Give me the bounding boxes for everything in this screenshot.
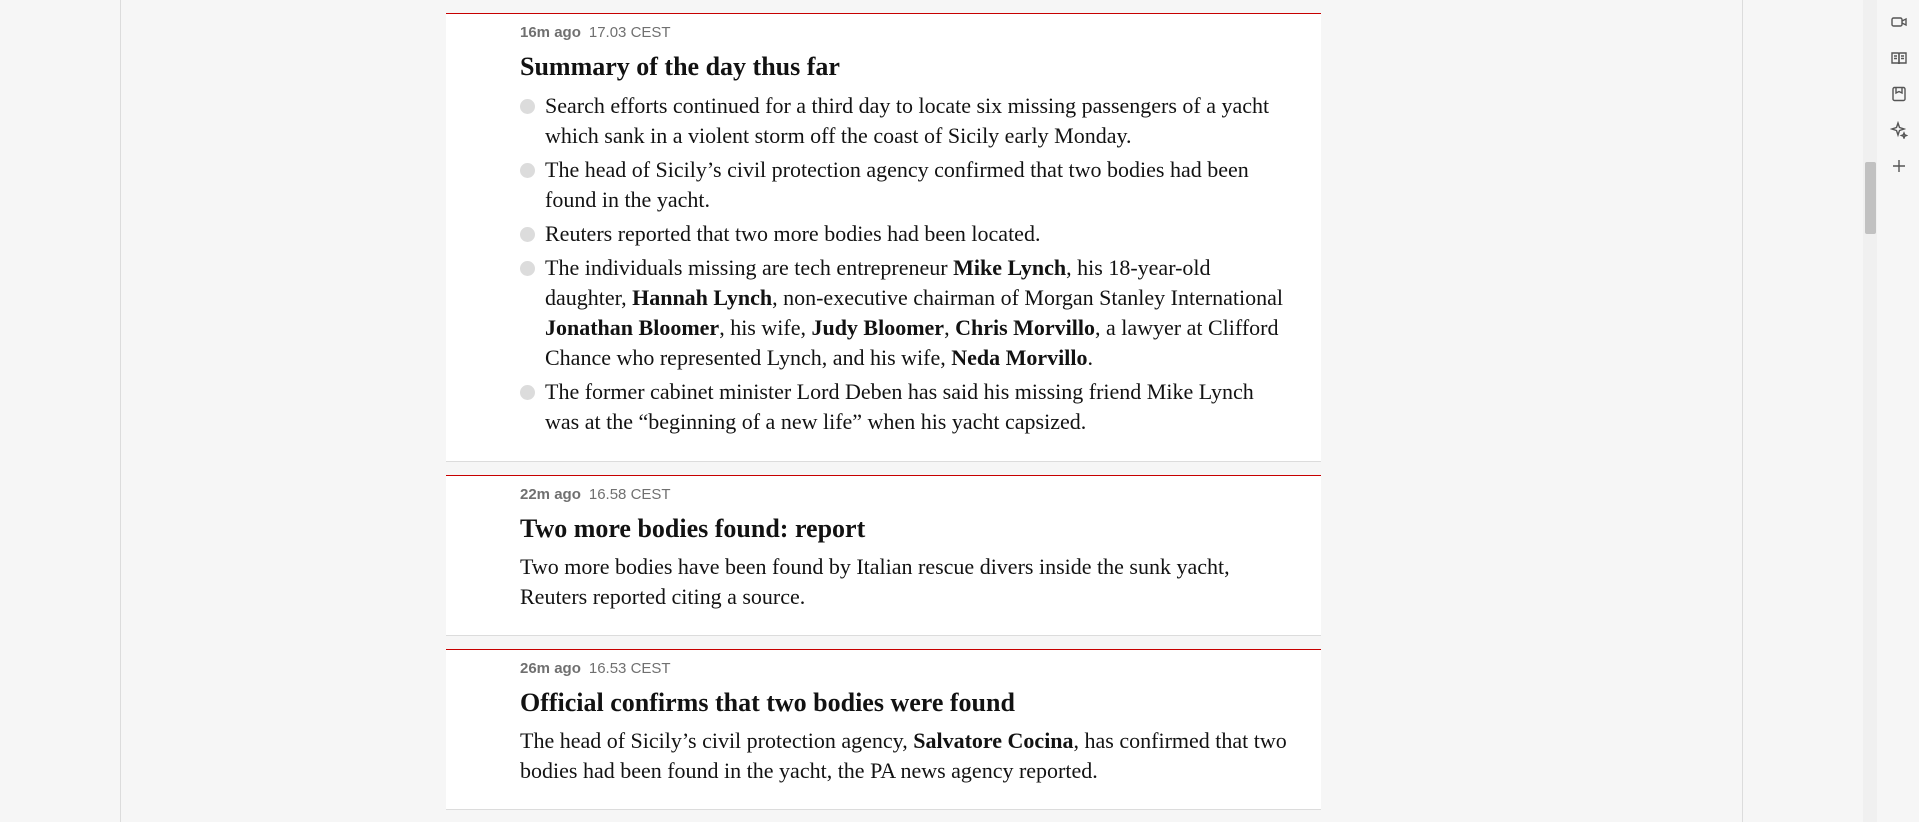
summary-bullet: Search efforts continued for a third day to locate six missing passengers of a yacht which sank in a violent storm off the coast of Sicily early Monday.	[520, 91, 1291, 151]
plus-icon[interactable]	[1887, 154, 1911, 178]
bookmark-icon[interactable]	[1887, 82, 1911, 106]
entry-relative-time: 16m ago	[520, 24, 581, 41]
entry-meta	[520, 660, 1291, 678]
entry-timestamp[interactable]: 17.03 CEST	[588, 24, 671, 41]
entry-relative-time: 26m ago	[520, 660, 581, 677]
sparkle-icon[interactable]	[1887, 118, 1911, 142]
person-name: Neda Morvillo	[951, 345, 1088, 370]
person-name: Chris Morvillo	[955, 315, 1096, 340]
summary-bullet: The former cabinet minister Lord Deben has said his missing friend Mike Lynch was at the “beginning of a new life” when his yacht capsized.	[520, 377, 1291, 437]
entry-headline: Official confirms that two bodies were found	[520, 688, 1015, 717]
person-name: Judy Bloomer	[811, 315, 945, 340]
person-name: Hannah Lynch	[632, 285, 773, 310]
summary-bullet-list	[520, 91, 1291, 437]
person-name: Jonathan Bloomer	[545, 315, 720, 340]
entry-relative-time: 22m ago	[520, 486, 581, 503]
entry-meta	[520, 24, 1291, 42]
scrollbar-track[interactable]	[1863, 0, 1877, 822]
entry-body: The head of Sicily’s civil protection agency, Salvatore Cocina, has confirmed that two bodies had been found in the yacht, the PA news agency reported.	[520, 728, 1287, 783]
summary-bullet-missing-people: The individuals missing are tech entrepreneur Mike Lynch, his 18-year-old daughter, Hannah Lynch, non-executive chairman of Morgan Stanley International Jonathan Bloomer, his wife, Judy Bloomer, Chris Morvillo, a lawyer at Clifford Chance who represented Lynch, and his wife, Neda Morvillo.	[520, 253, 1291, 373]
entry-timestamp[interactable]: 16.58 CEST	[588, 486, 671, 503]
summary-bullet: Reuters reported that two more bodies had been located.	[520, 219, 1291, 249]
entry-timestamp[interactable]: 16.53 CEST	[588, 660, 671, 677]
video-camera-icon[interactable]	[1887, 10, 1911, 34]
blog-entry	[446, 649, 1321, 810]
book-open-icon[interactable]	[1887, 46, 1911, 70]
scrollbar-thumb[interactable]	[1865, 162, 1876, 234]
person-name: Salvatore Cocina	[913, 728, 1074, 753]
person-name: Mike Lynch	[953, 255, 1067, 280]
entry-body: Two more bodies have been found by Italian rescue divers inside the sunk yacht, Reuters reported citing a source.	[520, 554, 1230, 609]
right-sidebar-rail	[1879, 0, 1919, 822]
entry-headline: Summary of the day thus far	[520, 52, 840, 81]
entry-meta	[520, 486, 1291, 504]
blog-entry	[446, 475, 1321, 636]
blog-entry	[446, 13, 1321, 462]
summary-bullet: The head of Sicily’s civil protection agency confirmed that two bodies had been found in the yacht.	[520, 155, 1291, 215]
entry-headline: Two more bodies found: report	[520, 514, 866, 543]
